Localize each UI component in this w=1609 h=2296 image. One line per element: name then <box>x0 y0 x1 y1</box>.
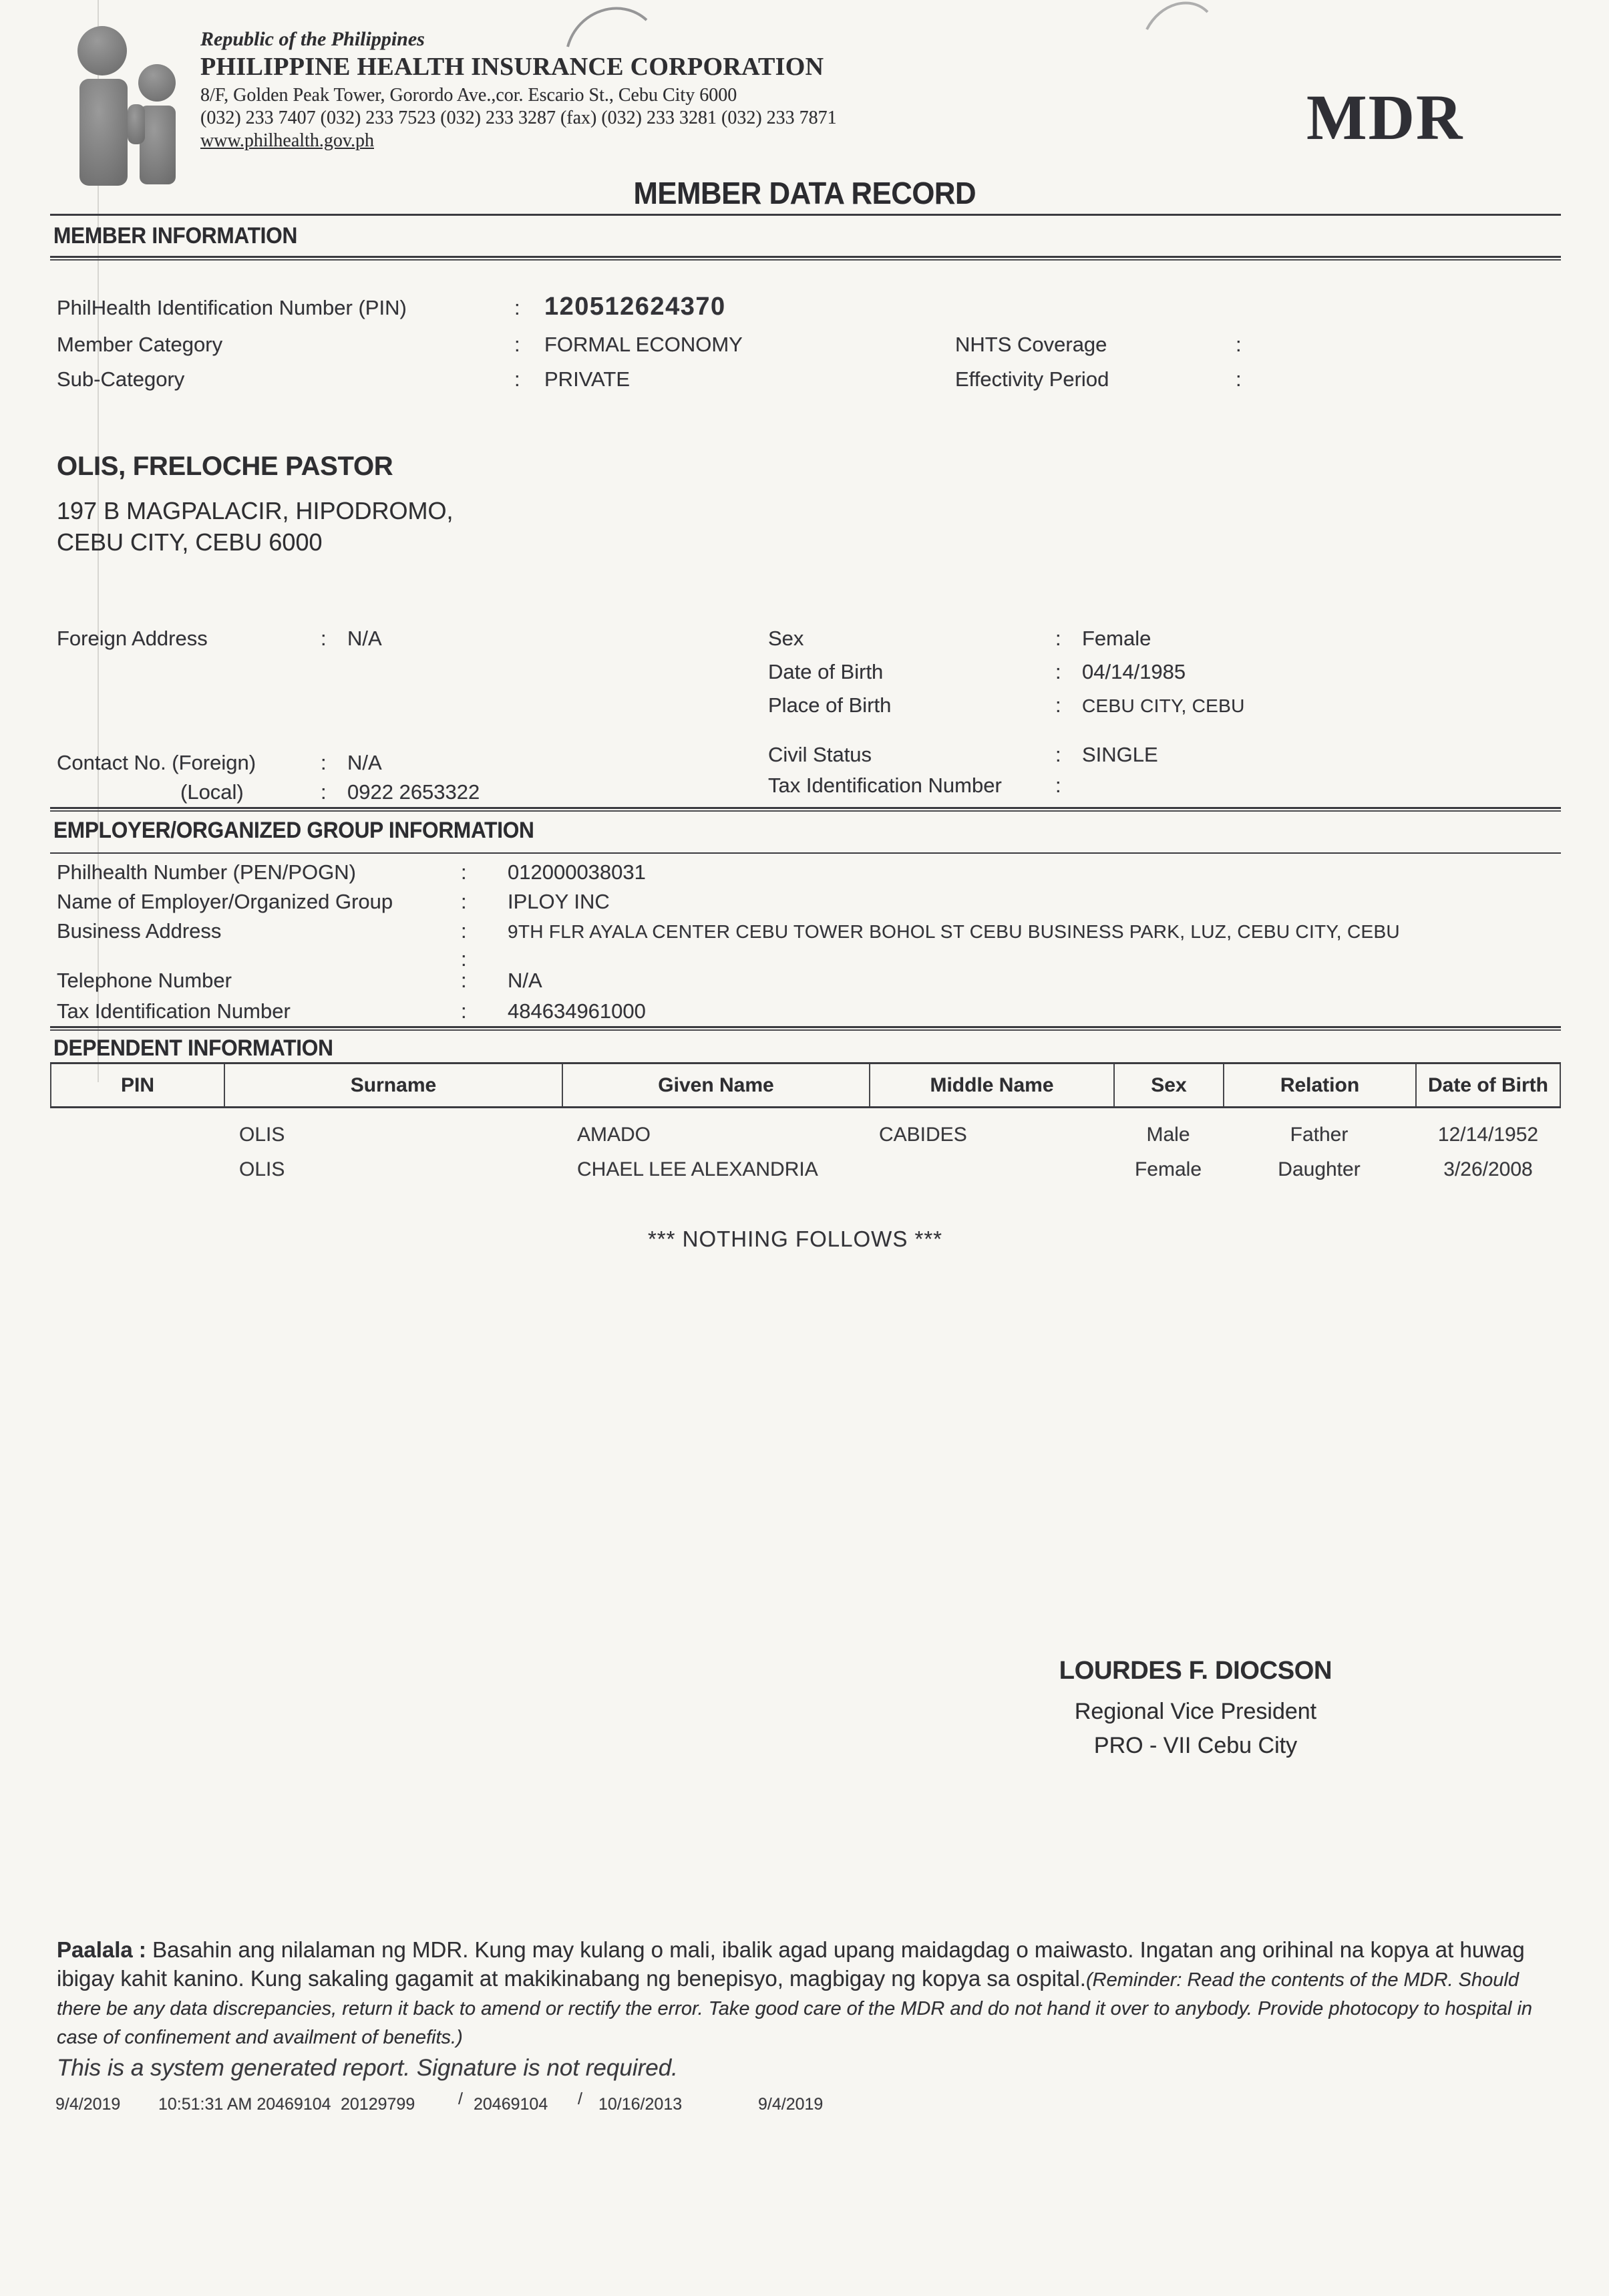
column-header-given-name: Given Name <box>562 1064 869 1106</box>
business-address-continuation-colon <box>461 947 467 971</box>
place-of-birth-value: CEBU CITY, CEBU <box>1082 695 1245 716</box>
colon: : <box>461 947 467 971</box>
dependent-surname: OLIS <box>239 1124 285 1146</box>
footer-separator: / <box>458 2090 463 2108</box>
member-name: OLIS, FRELOCHE PASTOR <box>57 452 393 481</box>
footer-print-time-id: 10:51:31 AM 20469104 <box>158 2095 331 2114</box>
business-address-row <box>57 919 1400 943</box>
divider-double-line <box>50 256 1561 261</box>
column-header-sex: Sex <box>1113 1064 1223 1106</box>
nhts-coverage-label: NHTS Coverage <box>955 333 1107 356</box>
footer-print-date: 9/4/2019 <box>55 2095 121 2114</box>
divider-line <box>50 214 1561 216</box>
column-header-relation: Relation <box>1223 1064 1415 1106</box>
scan-mark-arc <box>1143 0 1210 32</box>
telephone-value: N/A <box>508 969 542 992</box>
sex-value: Female <box>1082 627 1151 650</box>
paalala-tagalog-text: Basahin ang nilalaman ng MDR. Kung may kulang o mali, ibalik agad upang maidagdag o maiwasto. Ingatan ang orihinal na kopya at huwag ibigay kahit kanino. Kung sakaling gagamit at makikinabang ng benepisyo, magbigay ng kopya sa ospital. <box>57 1937 1525 1991</box>
effectivity-period-row <box>955 367 1262 391</box>
dependent-sex: Female <box>1134 1158 1202 1180</box>
dependent-table-header <box>50 1062 1561 1108</box>
section-dependent-information: DEPENDENT INFORMATION <box>53 1035 333 1061</box>
pen-label: Philhealth Number (PEN/POGN) <box>57 860 356 884</box>
contact-local-label: (Local) <box>180 780 244 804</box>
member-category-value: FORMAL ECONOMY <box>544 333 743 356</box>
dependent-given-name: CHAEL LEE ALEXANDRIA <box>577 1158 818 1180</box>
colon: : <box>321 751 327 774</box>
signatory-name: LOURDES F. DIOCSON <box>1059 1657 1332 1685</box>
colon: : <box>1236 367 1242 391</box>
column-header-surname: Surname <box>224 1064 562 1106</box>
pen-value: 012000038031 <box>508 860 646 884</box>
section-member-information: MEMBER INFORMATION <box>53 223 298 249</box>
dependent-relation: Father <box>1290 1124 1349 1146</box>
signatory-office: PRO - VII Cebu City <box>1093 1733 1298 1758</box>
header-corporation-name: PHILIPPINE HEALTH INSURANCE CORPORATION <box>200 53 824 81</box>
dependent-surname: OLIS <box>239 1158 285 1180</box>
colon: : <box>321 627 327 650</box>
sub-category-row <box>57 367 630 391</box>
employer-tin-label: Tax Identification Number <box>57 999 291 1023</box>
scan-mark-arc <box>561 0 651 50</box>
colon: : <box>1055 693 1061 717</box>
document-title: MEMBER DATA RECORD <box>633 176 976 210</box>
system-generated-note: This is a system generated report. Signature is not required. <box>57 2055 678 2081</box>
footer-reference-number: 20129799 <box>341 2095 415 2114</box>
sub-category-label: Sub-Category <box>57 367 185 391</box>
civil-status-row <box>768 743 1158 767</box>
column-header-date-of-birth: Date of Birth <box>1415 1064 1561 1106</box>
footer-separator: / <box>578 2090 582 2108</box>
colon: : <box>1055 627 1061 650</box>
colon: : <box>461 999 467 1023</box>
divider-double-line <box>50 1026 1561 1031</box>
column-header-pin: PIN <box>50 1064 224 1106</box>
dependent-table-row <box>50 1158 1561 1181</box>
signatory-block <box>962 1657 1429 1759</box>
philhealth-people-logo-icon <box>63 24 194 188</box>
paalala-english-reminder: (Reminder: Read the contents of the MDR. Should there be any data discrepancies, return it back to amend or rectify the error. Take good care of the MDR and do not hand it over to anybody. Provide photocopy to hospital in case of confinement and availment of benefits.) <box>57 1969 1533 2048</box>
pin-value: 120512624370 <box>544 293 726 321</box>
nothing-follows-marker: *** NOTHING FOLLOWS *** <box>647 1226 943 1251</box>
effectivity-period-label: Effectivity Period <box>955 367 1109 391</box>
dependent-sex: Male <box>1146 1124 1190 1146</box>
contact-foreign-value: N/A <box>347 751 382 774</box>
employer-name-label: Name of Employer/Organized Group <box>57 890 393 913</box>
contact-local-row <box>57 780 480 804</box>
sub-category-value: PRIVATE <box>544 367 631 391</box>
employer-name-row <box>57 890 610 914</box>
sex-label: Sex <box>768 627 804 650</box>
member-address-line1: 197 B MAGPALACIR, HIPODROMO, <box>57 497 454 524</box>
nhts-coverage-row <box>955 333 1262 357</box>
colon: : <box>1055 743 1061 766</box>
dependent-relation: Daughter <box>1278 1158 1361 1180</box>
colon: : <box>1236 333 1242 356</box>
mdr-logo-text: MDR <box>1306 81 1464 153</box>
business-address-value: 9TH FLR AYALA CENTER CEBU TOWER BOHOL ST CEBU BUSINESS PARK, LUZ, CEBU CITY, CEBU <box>508 921 1400 942</box>
employer-name-value: IPLOY INC <box>508 890 610 913</box>
sex-row <box>768 627 1151 651</box>
dependent-table-row <box>50 1124 1561 1146</box>
place-of-birth-label: Place of Birth <box>768 693 892 717</box>
date-of-birth-value: 04/14/1985 <box>1082 660 1186 683</box>
signatory-position: Regional Vice President <box>1074 1699 1317 1724</box>
foreign-address-label: Foreign Address <box>57 627 208 650</box>
footer-registration-date: 10/16/2013 <box>598 2095 683 2114</box>
column-header-middle-name: Middle Name <box>869 1064 1113 1106</box>
paalala-note <box>57 1936 1564 2051</box>
header-republic-line: Republic of the Philippines <box>200 28 425 50</box>
dependent-middle-name: CABIDES <box>879 1124 967 1146</box>
divider-double-line <box>50 807 1561 812</box>
telephone-label: Telephone Number <box>57 969 232 992</box>
dependent-given-name: AMADO <box>577 1124 651 1146</box>
colon: : <box>461 919 467 943</box>
dependent-middle-name <box>869 1158 1113 1181</box>
date-of-birth-row <box>768 660 1186 684</box>
colon: : <box>461 890 467 913</box>
footer-date: 9/4/2019 <box>758 2095 824 2114</box>
foreign-address-value: N/A <box>347 627 382 650</box>
footer-reference-number: 20469104 <box>474 2095 548 2114</box>
contact-local-value: 0922 2653322 <box>347 780 480 804</box>
telephone-row <box>57 969 542 993</box>
header-office-address: 8/F, Golden Peak Tower, Gorordo Ave.,cor. Escario St., Cebu City 6000 <box>200 85 737 106</box>
employer-tin-value: 484634961000 <box>508 999 646 1023</box>
colon: : <box>514 367 520 391</box>
pin-label: PhilHealth Identification Number (PIN) <box>57 296 407 319</box>
header-website-link: www.philhealth.gov.ph <box>200 130 374 151</box>
header-phone-numbers: (032) 233 7407 (032) 233 7523 (032) 233 3287 (fax) (032) 233 3281 (032) 233 7871 <box>200 108 837 128</box>
contact-foreign-label: Contact No. (Foreign) <box>57 751 256 774</box>
place-of-birth-row <box>768 693 1245 717</box>
member-tin-label: Tax Identification Number <box>768 774 1002 797</box>
section-employer-information: EMPLOYER/ORGANIZED GROUP INFORMATION <box>53 818 534 843</box>
colon: : <box>321 780 327 804</box>
pin-row <box>57 293 726 321</box>
business-address-label: Business Address <box>57 919 222 943</box>
foreign-address-row <box>57 627 382 651</box>
pen-row <box>57 860 646 884</box>
colon: : <box>514 333 520 356</box>
dependent-pin <box>50 1158 224 1181</box>
colon: : <box>461 860 467 884</box>
member-category-label: Member Category <box>57 333 223 356</box>
civil-status-value: SINGLE <box>1082 743 1158 766</box>
colon: : <box>514 296 520 319</box>
dependent-date-of-birth: 3/26/2008 <box>1443 1158 1533 1180</box>
date-of-birth-label: Date of Birth <box>768 660 884 683</box>
employer-tin-row <box>57 999 646 1023</box>
paalala-label: Paalala : <box>57 1937 146 1962</box>
dependent-date-of-birth: 12/14/1952 <box>1437 1124 1539 1146</box>
member-tin-row <box>768 774 1082 798</box>
divider-line <box>50 852 1561 854</box>
colon: : <box>1055 660 1061 683</box>
member-category-row <box>57 333 743 357</box>
member-address-line2: CEBU CITY, CEBU 6000 <box>57 528 323 556</box>
civil-status-label: Civil Status <box>768 743 872 766</box>
contact-foreign-row <box>57 751 382 775</box>
colon: : <box>1055 774 1061 797</box>
colon: : <box>461 969 467 992</box>
dependent-pin <box>50 1124 224 1146</box>
